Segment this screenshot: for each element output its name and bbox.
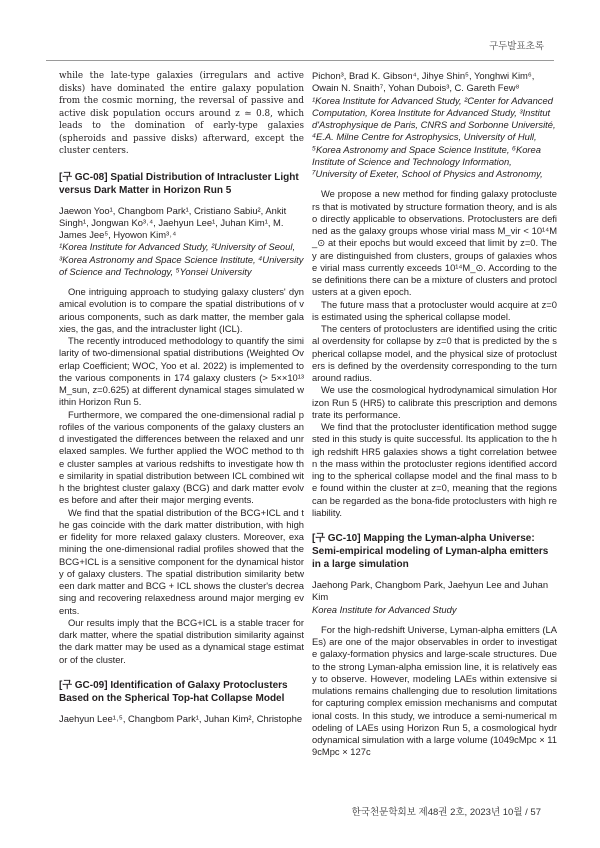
abstract-paragraph: We use the cosmological hydrodynamical simulation Horizon Run 5 (HR5) to calibrate this prescription and demonstrate its performance. xyxy=(312,384,557,420)
abstract-authors: Jaehyun Lee¹˒⁵, Changbom Park¹, Juhan Kim², Christophe xyxy=(59,712,303,724)
abstract-paragraph: For the high-redshift Universe, Lyman-alpha emitters (LAEs) are one of the major observables in order to investigate galaxy-formation physics and large-scale structures. Due to the strong Lyman-alpha emission line, it is relatively easy to observe. However, modeling LAEs within extensive simulations remains challenging due to resolution limitations for capturing complex emission mechanisms and computational costs. In this study, we introduce a semi-numerical modeling of LAEs using Horizon Run 5, a cosmological hydrodynamical simulation with a large volume (1049cMpc × 119cMpc × 127c xyxy=(312,623,557,758)
abstract-paragraph: We find that the protocluster identification method suggested in this study is quite successful. Its application to the high redshift HR5 galaxies shows a tight correlation between the mass within the protocluster regions identified according to the spherical collapse model and the final mass to be found within the cluster at z=0, meaning that the regions can be regarded as the bona-fide protoclusters with high reliability. xyxy=(312,421,557,518)
abstract-authors: Jaewon Yoo¹, Changbom Park¹, Cristiano Sabiu², Ankit Singh¹, Jongwan Ko³˒⁴, Jaehyun Lee¹, Juhan Kim¹, M. James Jee⁵, Hyowon Kim³˒⁴ xyxy=(59,204,287,240)
abstract-gc08 xyxy=(59,171,304,666)
abstract-affiliations: ¹Korea Institute for Advanced Study, ²Center for Advanced Computation, Korea Institute for Advanced Study, ³Institut d'Astrophysique de Paris, CNRS and Sorbonne Université, ⁴E.A. Milne Centre for Astrophysics, University of Hull, ⁵Korea Astronomy and Space Science Institute, ⁶Korea Institute of Science and Technology Information, ⁷University of Exeter, School of Physics and Astronomy, xyxy=(312,94,556,179)
abstract-authors-continued: Pichon³, Brad K. Gibson⁴, Jihye Shin⁵, Yonghwi Kim⁶, Owain N. Snaith⁷, Yohan Dubois³, C. Gareth Few⁸ xyxy=(312,70,535,94)
abstract-paragraph: One intriguing approach to studying galaxy clusters' dynamical evolution is to compare the spatial distributions of various components, such as dark matter, the member galaxies, the gas, and the intracluster light (ICL). xyxy=(59,286,304,334)
abstract-paragraph: The recently introduced methodology to quantify the similarity of two-dimensional spatial distributions (Weighted Overlap Coefficient; WOC, Yoo et al. 2022) is implemented to the various components in 174 galaxy clusters (> 5××10¹³ M_sun, z=0.625) at different dynamical stages simulated within Horizon Run 5. xyxy=(59,335,304,408)
abstract-title: [구 GC-10] Mapping the Lyman-alpha Universe: Semi-empirical modeling of Lyman-alpha emitters in a large simulation xyxy=(312,533,549,570)
intro-paragraph: while the late-type galaxies (irregulars and active disks) have dominated the entire galaxy population from the cosmic morning, the reversal of passive and active disk population occurs around z ≃ 0.8, which leads to the domination of early-type galaxies (spheroids and passive disks) afterward, except the cluster centers. xyxy=(59,71,304,156)
abstract-affiliations: Korea Institute for Advanced Study xyxy=(312,603,457,615)
header-divider xyxy=(46,60,554,61)
page-footer: 한국천문학회보 제48권 2호, 2023년 10월 / 57 xyxy=(351,807,541,818)
abstract-paragraph: Furthermore, we compared the one-dimensional radial profiles of the various components of the galaxy clusters and investigated the differences between the relaxed and unrelaxed samples. We further applied the WOC method to the cluster samples at various redshifts to investigate how the similarity in spatial distribution between ICL combined with the brightest cluster galaxy (BCG) and dark matter evolves before and after their major merging events. xyxy=(59,408,304,506)
abstract-authors: Jaehong Park, Changbom Park, Jaehyun Lee and Juhan Kim xyxy=(312,579,549,603)
abstract-title: [구 GC-08] Spatial Distribution of Intracluster Light versus Dark Matter in Horizon Run 5 xyxy=(59,171,299,196)
abstract-gc09 xyxy=(59,679,304,725)
abstract-affiliations: ¹Korea Institute for Advanced Study, ²University of Seoul, ³Korea Astronomy and Space Science Institute, ⁴University of Science and Technology, ⁵Yonsei University xyxy=(59,241,304,277)
abstract-paragraph: We propose a new method for finding galaxy protoclusters that is motivated by structure formation theory, and is also directly applicable to observations. Protoclusters are defined as the galaxy groups whose virial mass M_vir < 10¹⁴M_⊙ at their epochs but would exceed that limit by z=0. They are distinguished from clusters, groups of galaxies whose virial mass currently exceeds 10¹⁴M_⊙. According to these definitions there can be a mixture of clusters and protoclusters at a given epoch. xyxy=(312,188,557,298)
abstract-title: [구 GC-09] Identification of Galaxy Protoclusters Based on the Spherical Top-hat Collapse Model xyxy=(59,679,288,704)
abstract-paragraph: Our results imply that the BCG+ICL is a stable tracer for dark matter, where the spatial distribution similarity against the dark matter may be used as a dynamical stage estimator of the cluster. xyxy=(59,616,304,665)
left-column xyxy=(59,70,304,725)
abstract-paragraph: The centers of protoclusters are identified using the critical overdensity for collapse by z=0 that is predicted by the spherical collapse model, and the physical size of protoclusters is defined by the overdensity corresponding to the turnaround radius. xyxy=(312,323,557,383)
running-header: 구두발표초록 xyxy=(488,41,544,52)
abstract-paragraph: The future mass that a protocluster would acquire at z=0 is estimated using the spherical collapse model. xyxy=(312,298,557,322)
abstract-gc10 xyxy=(312,532,557,759)
right-column xyxy=(312,70,557,759)
abstract-paragraph: We find that the spatial distribution of the BCG+ICL and the gas coincide with the dark matter distribution, with higher fidelity for more relaxed galaxy clusters. Moreover, examining the one-dimensional radial profiles showed that the BCG+ICL is a sensitive component for the dynamical history of galaxy clusters. The spatial distribution similarity between dark matter and BCG + ICL shows the cluster's decreasing and recovering relaxedness around major merging events. xyxy=(59,506,304,616)
